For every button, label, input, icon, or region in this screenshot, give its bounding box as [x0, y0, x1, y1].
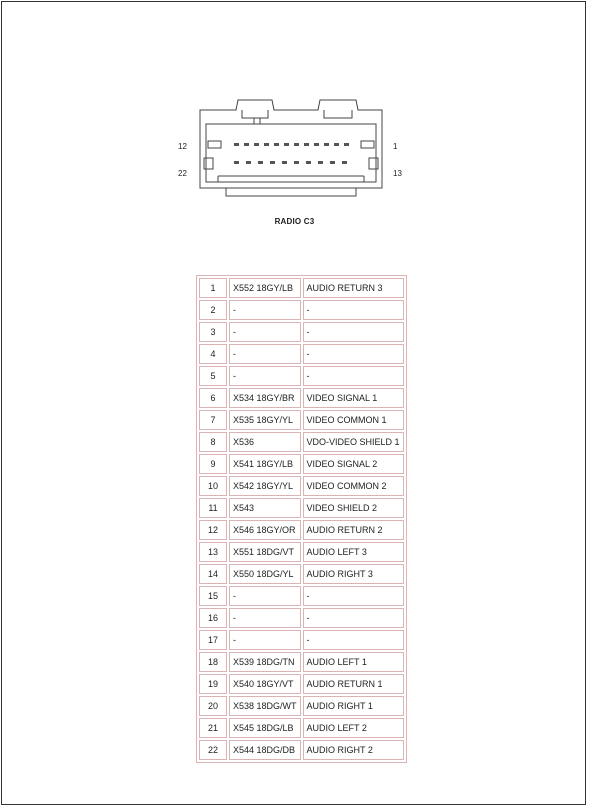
connector-title: RADIO C3 [274, 217, 315, 226]
circuit-cell: - [229, 586, 301, 606]
function-cell: VIDEO SIGNAL 2 [303, 454, 404, 474]
pin-cell: 18 [199, 652, 227, 672]
function-cell: VIDEO COMMON 2 [303, 476, 404, 496]
pin-cell: 3 [199, 322, 227, 342]
function-cell: - [303, 366, 404, 386]
circuit-cell: X551 18DG/VT [229, 542, 301, 562]
pin-cell: 14 [199, 564, 227, 584]
function-cell: - [303, 344, 404, 364]
circuit-cell: X550 18DG/YL [229, 564, 301, 584]
table-row [199, 608, 404, 628]
circuit-cell: X544 18DG/DB [229, 740, 301, 760]
pin-label-22: 22 [178, 169, 187, 178]
circuit-cell: X538 18DG/WT [229, 696, 301, 716]
circuit-cell: X535 18GY/YL [229, 410, 301, 430]
circuit-cell: - [229, 300, 301, 320]
function-cell: - [303, 322, 404, 342]
circuit-cell: X552 18GY/LB [229, 278, 301, 298]
table-row [199, 630, 404, 650]
circuit-cell: X543 [229, 498, 301, 518]
circuit-cell: X546 18GY/OR [229, 520, 301, 540]
table-row [199, 652, 404, 672]
table-row [199, 476, 404, 496]
pin-cell: 6 [199, 388, 227, 408]
pin-cell: 4 [199, 344, 227, 364]
function-cell: - [303, 608, 404, 628]
circuit-cell: - [229, 630, 301, 650]
pin-cell: 17 [199, 630, 227, 650]
pin-cell: 7 [199, 410, 227, 430]
circuit-cell: X534 18GY/BR [229, 388, 301, 408]
pin-cell: 19 [199, 674, 227, 694]
function-cell: AUDIO RETURN 3 [303, 278, 404, 298]
table-row [199, 300, 404, 320]
table-row [199, 674, 404, 694]
cavity-row-bottom [234, 161, 347, 164]
table-row [199, 366, 404, 386]
circuit-cell: X545 18DG/LB [229, 718, 301, 738]
pin-cell: 21 [199, 718, 227, 738]
circuit-cell: X539 18DG/TN [229, 652, 301, 672]
function-cell: AUDIO RIGHT 2 [303, 740, 404, 760]
pin-cell: 11 [199, 498, 227, 518]
function-cell: VIDEO SHIELD 2 [303, 498, 404, 518]
cavity-row-top [234, 143, 349, 146]
function-cell: AUDIO RETURN 2 [303, 520, 404, 540]
table-row [199, 498, 404, 518]
pin-label-1: 1 [393, 142, 398, 151]
pin-cell: 1 [199, 278, 227, 298]
function-cell: AUDIO LEFT 1 [303, 652, 404, 672]
table-row [199, 344, 404, 364]
pinout-table-body [199, 278, 404, 760]
circuit-cell: - [229, 608, 301, 628]
pin-label-12: 12 [178, 142, 187, 151]
function-cell: VIDEO SIGNAL 1 [303, 388, 404, 408]
function-cell: AUDIO LEFT 2 [303, 718, 404, 738]
table-row [199, 388, 404, 408]
pin-cell: 20 [199, 696, 227, 716]
circuit-cell: X541 18GY/LB [229, 454, 301, 474]
table-row [199, 454, 404, 474]
function-cell: VDO-VIDEO SHIELD 1 [303, 432, 404, 452]
table-row [199, 718, 404, 738]
pin-cell: 8 [199, 432, 227, 452]
table-row [199, 586, 404, 606]
function-cell: - [303, 300, 404, 320]
function-cell: AUDIO RETURN 1 [303, 674, 404, 694]
function-cell: AUDIO RIGHT 1 [303, 696, 404, 716]
circuit-cell: - [229, 366, 301, 386]
pin-cell: 5 [199, 366, 227, 386]
function-cell: AUDIO LEFT 3 [303, 542, 404, 562]
pin-cell: 10 [199, 476, 227, 496]
table-row [199, 432, 404, 452]
table-row [199, 322, 404, 342]
table-row [199, 410, 404, 430]
function-cell: VIDEO COMMON 1 [303, 410, 404, 430]
pin-cell: 22 [199, 740, 227, 760]
connector-face-drawing [176, 96, 406, 201]
pin-cell: 2 [199, 300, 227, 320]
connector-diagram [176, 96, 406, 201]
circuit-cell: X536 [229, 432, 301, 452]
table-row [199, 564, 404, 584]
pinout-table [196, 275, 407, 763]
pin-label-13: 13 [393, 169, 402, 178]
table-row [199, 696, 404, 716]
table-row [199, 278, 404, 298]
function-cell: - [303, 586, 404, 606]
circuit-cell: - [229, 322, 301, 342]
function-cell: - [303, 630, 404, 650]
pin-cell: 13 [199, 542, 227, 562]
pin-cell: 12 [199, 520, 227, 540]
table-row [199, 520, 404, 540]
table-row [199, 740, 404, 760]
circuit-cell: - [229, 344, 301, 364]
function-cell: AUDIO RIGHT 3 [303, 564, 404, 584]
pin-cell: 9 [199, 454, 227, 474]
table-row [199, 542, 404, 562]
pin-cell: 16 [199, 608, 227, 628]
circuit-cell: X540 18GY/VT [229, 674, 301, 694]
circuit-cell: X542 18GY/YL [229, 476, 301, 496]
pin-cell: 15 [199, 586, 227, 606]
